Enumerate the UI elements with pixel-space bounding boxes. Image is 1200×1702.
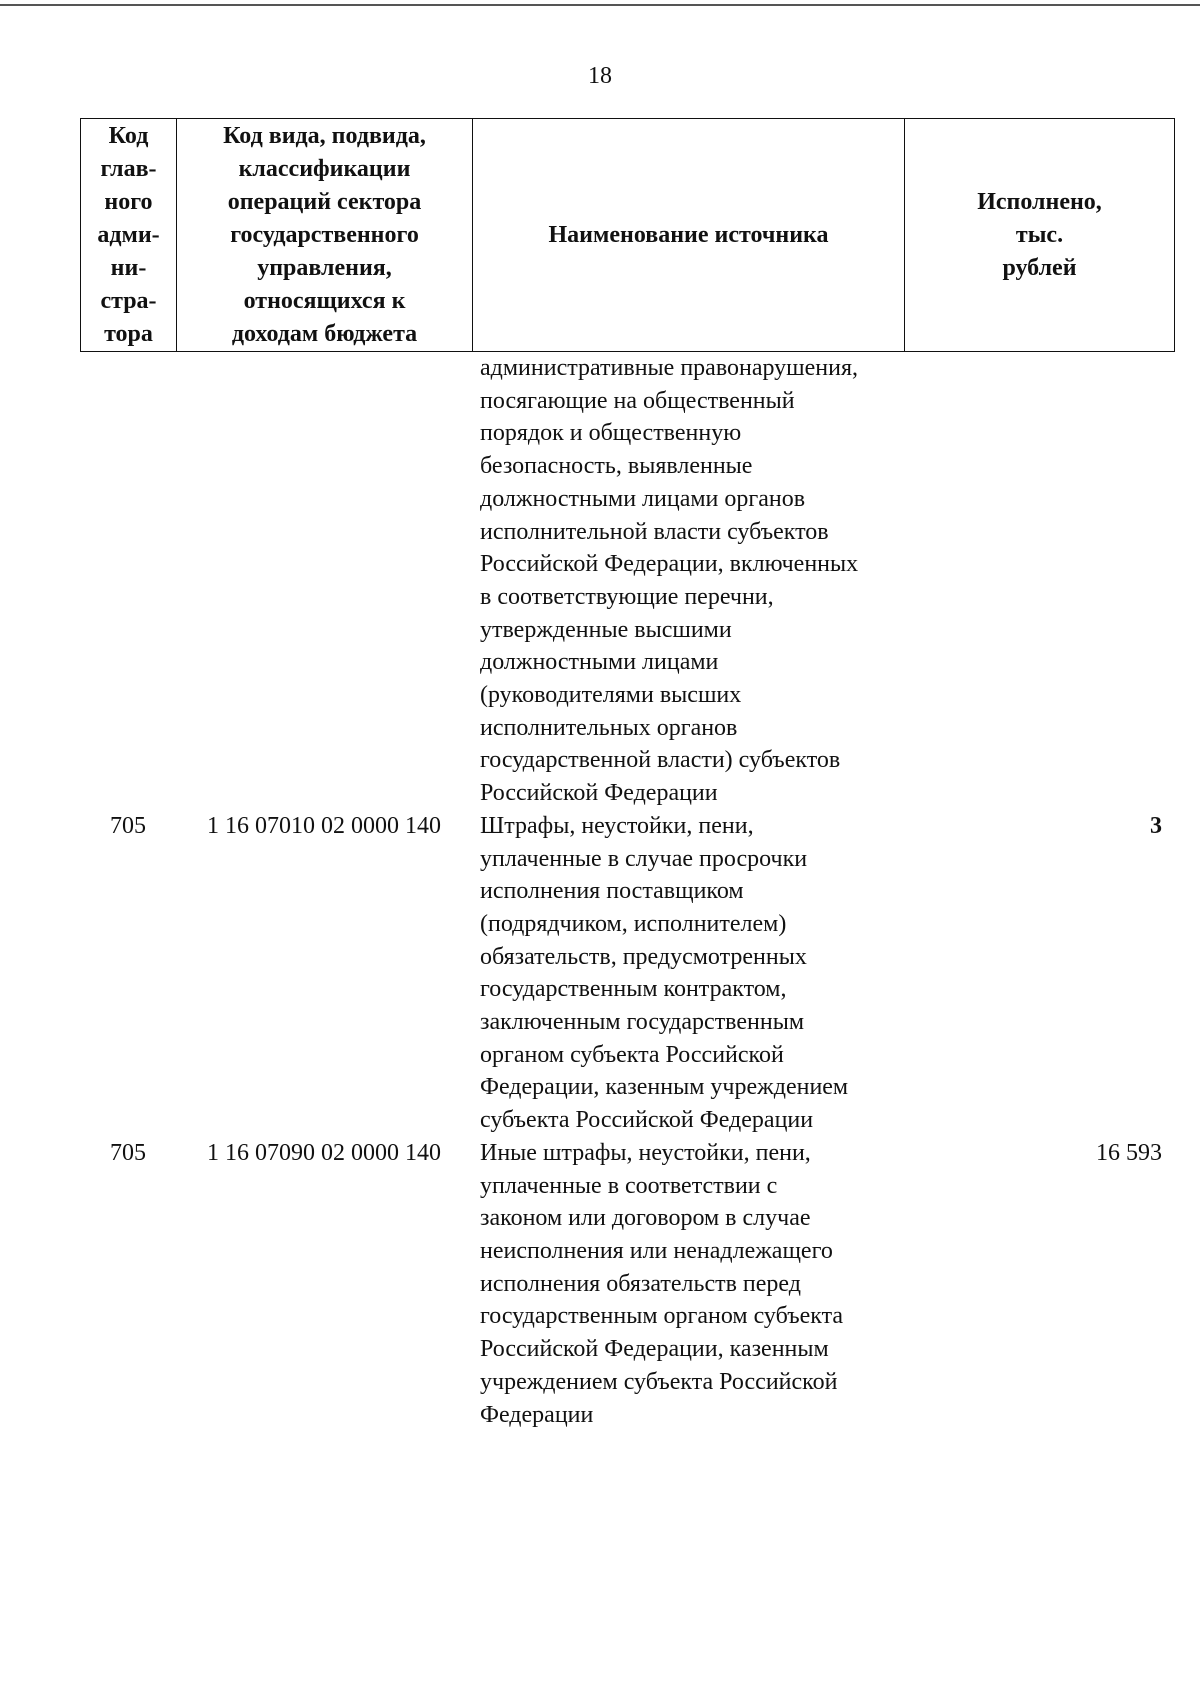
executed-amount-cell — [904, 352, 1174, 810]
source-name-line: Российской Федерации — [480, 780, 718, 807]
source-name-line: Штрафы, неустойки, пени, — [480, 812, 754, 839]
source-name-line: субъекта Российской Федерации — [480, 1107, 814, 1134]
source-name-line: должностными лицами органов — [480, 485, 806, 512]
source-name-line: уплаченные в случае просрочки — [480, 845, 808, 872]
source-name-line: посягающие на общественный — [480, 387, 795, 414]
header-type-code: Код вида, подвида, классификации операций сектора государственного управления, относящихся к доходам бюджета — [177, 119, 473, 352]
source-name-line: Российской Федерации, включенных — [480, 551, 859, 578]
source-name-cell — [472, 1137, 904, 1431]
source-name-line: государственной власти) субъектов — [480, 747, 841, 774]
source-name-line: исполнения поставщиком — [480, 878, 744, 905]
rows-body — [80, 352, 1174, 1431]
header-source-name: Наименование источника — [473, 119, 905, 352]
source-name-line: исполнительной власти субъектов — [480, 518, 829, 545]
source-name-line: учреждением субъекта Российской — [480, 1368, 838, 1395]
source-name-line: органом субъекта Российской — [480, 1041, 784, 1068]
source-name-line: государственным органом субъекта — [480, 1303, 844, 1330]
source-name-line: в соответствующие перечни, — [480, 583, 774, 610]
source-name-line: должностными лицами — [480, 649, 719, 676]
header-table — [80, 118, 1175, 352]
header-row — [81, 119, 1175, 352]
classification-code-cell: 1 16 07010 02 0000 140 — [207, 812, 441, 839]
source-name-line: порядок и общественную — [480, 420, 742, 447]
classification-code-cell — [176, 352, 472, 810]
source-name-line: исполнения обязательств перед — [480, 1270, 801, 1297]
header-executed: Исполнено, тыс. рублей — [905, 119, 1175, 352]
executed-amount-cell: 16 593 — [1096, 1139, 1162, 1166]
top-rule — [0, 4, 1200, 6]
source-name-line: (подрядчиком, исполнителем) — [480, 910, 787, 937]
source-name-line: административные правонарушения, — [480, 355, 859, 381]
source-name-line: законом или договором в случае — [480, 1205, 811, 1232]
source-name-cell — [472, 810, 904, 1137]
source-name-line: обязательств, предусмотренных — [480, 943, 807, 970]
source-name-line: Федерации — [480, 1401, 594, 1428]
source-name-line: неисполнения или ненадлежащего — [480, 1237, 833, 1264]
source-name-line: Иные штрафы, неустойки, пени, — [480, 1139, 811, 1166]
table-row — [80, 352, 1174, 810]
source-name-line: уплаченные в соответствии с — [480, 1172, 778, 1199]
source-name-line: безопасность, выявленные — [480, 453, 753, 480]
admin-code-cell: 705 — [110, 812, 146, 839]
body-table — [80, 352, 1174, 1431]
header-admin-code: Код глав- ного адми- ни- стра- тора — [81, 119, 177, 352]
source-name-line: (руководителями высших — [480, 682, 742, 709]
table-row — [80, 810, 1174, 1137]
source-name-line: заключенным государственным — [480, 1009, 805, 1036]
page-number: 18 — [588, 63, 612, 89]
admin-code-cell: 705 — [110, 1139, 146, 1166]
source-name-line: государственным контрактом, — [480, 976, 787, 1003]
source-name-line: исполнительных органов — [480, 714, 738, 741]
classification-code-cell: 1 16 07090 02 0000 140 — [207, 1139, 441, 1166]
table-row — [80, 1137, 1174, 1431]
source-name-cell — [472, 352, 904, 810]
source-name-line: Российской Федерации, казенным — [480, 1336, 829, 1363]
source-name-line: утвержденные высшими — [480, 616, 732, 643]
admin-code-cell — [80, 352, 176, 810]
source-name-line: Федерации, казенным учреждением — [480, 1074, 849, 1101]
executed-amount-cell: 3 — [1150, 812, 1162, 839]
